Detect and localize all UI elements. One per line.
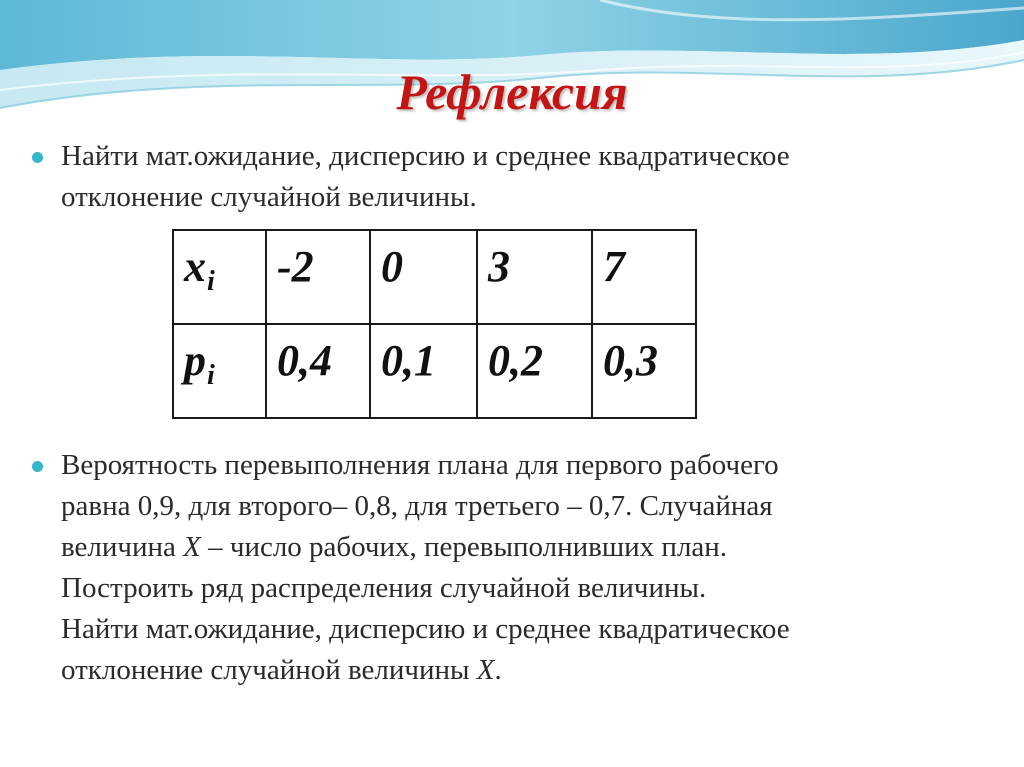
table-row-x (173, 230, 696, 324)
table-cell: 0,4 (266, 324, 370, 418)
table-cell: 7 (592, 230, 696, 324)
table-cell: 0,3 (592, 324, 696, 418)
bullet-dot-icon (32, 152, 43, 163)
bullet-text-2: Вероятность перевыполнения плана для первого рабочего равна 0,9, для второго– 0,8, для третьего – 0,7. Случайная величина X – число рабочих, перевыполнивших план. Построить ряд распределения случайной величины. Найти мат.ожидание, дисперсию и среднее квадратическое отклонение случайной величины X. (61, 449, 790, 686)
table-header-x: $x_i$ (173, 230, 266, 324)
table-cell: 3 (477, 230, 592, 324)
slide-title: Рефлексия (396, 64, 628, 120)
distribution-table (172, 229, 697, 419)
table-cell: 0 (370, 230, 477, 324)
variable-x: X (183, 531, 201, 563)
table-cell: -2 (266, 230, 370, 324)
bullet-text-1: Найти мат.ожидание, дисперсию и среднее квадратическое отклонение случайной величины. (61, 140, 790, 213)
table-cell: 0,1 (370, 324, 477, 418)
table-cell: 0,2 (477, 324, 592, 418)
table-header-p: $p_i$ (173, 324, 266, 418)
variable-x: X (476, 654, 495, 686)
table-row-p (173, 324, 696, 418)
bullet-item-1 (32, 136, 992, 218)
bullet-dot-icon (32, 461, 43, 472)
bullet-item-2 (32, 445, 992, 691)
